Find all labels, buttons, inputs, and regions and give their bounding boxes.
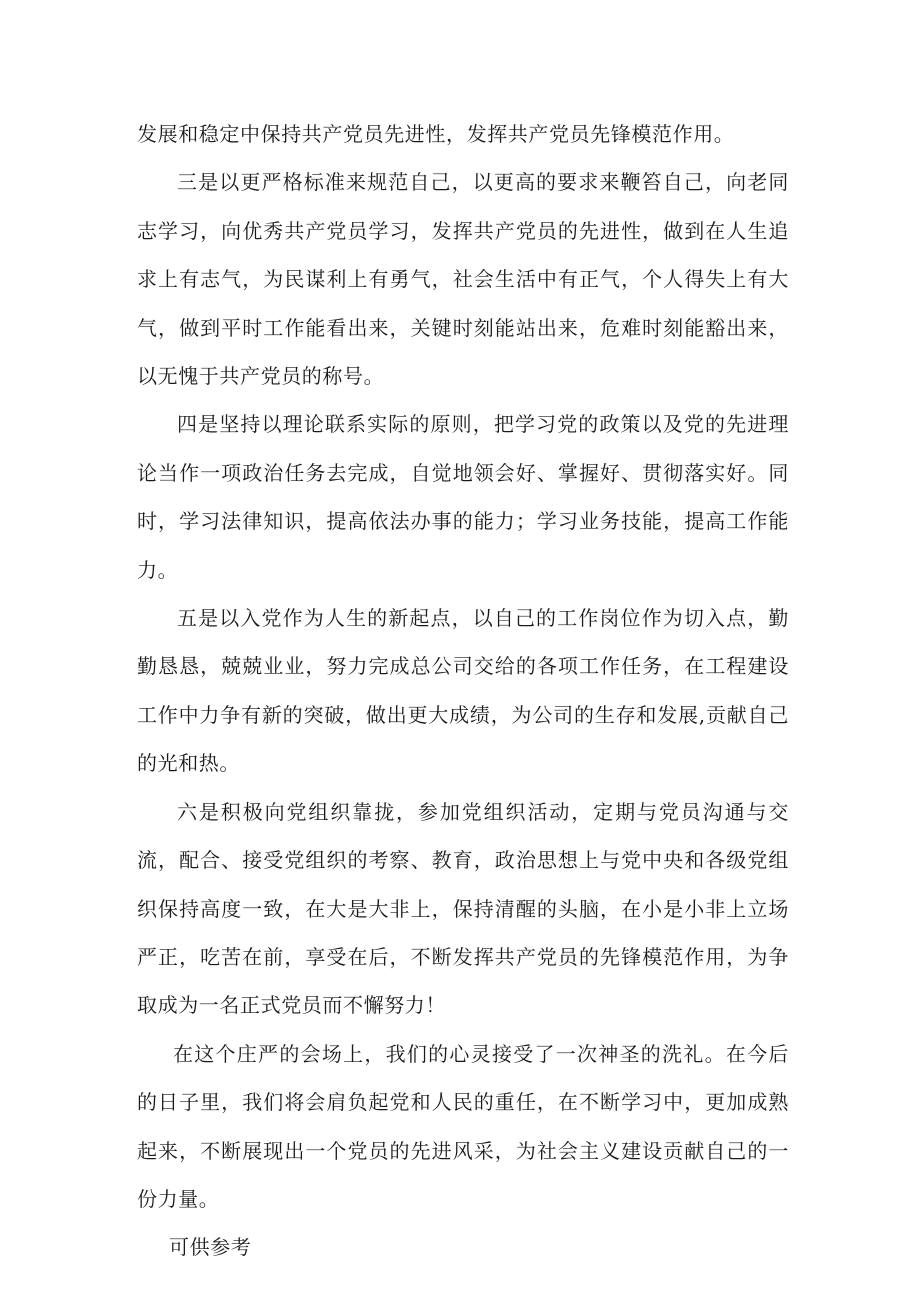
paragraph-continuation: 发展和稳定中保持共产党员先进性，发挥共产党员先锋模范作用。 (137, 122, 735, 146)
paragraph-point-five: 五是以入党作为人生的新起点，以自己的工作岗位作为切入点，勤勤恳恳，兢兢业业，努力完成总公司交给的各项工作任务，在工程建设工作中力争有新的突破，做出更大成绩，为公司的生存和发展,贡献自己的光和热。 (137, 606, 789, 776)
paragraph-point-six: 六是积极向党组织靠拢，参加党组织活动，定期与党员沟通与交流，配合、接受党组织的考察、教育，政治思想上与党中央和各级党组织保持高度一致，在大是大非上，保持清醒的头脑，在小是小非上立场严正，吃苦在前，享受在后，不断发挥共产党员的先锋模范作用，为争取成为一名正式党员而不懈努力！ (137, 799, 789, 1018)
closing-note: 可供参考 (169, 1235, 252, 1260)
paragraph-point-three: 三是以更严格标准来规范自己，以更高的要求来鞭笞自己，向老同志学习，向优秀共产党员学习，发挥共产党员的先进性，做到在人生追求上有志气，为民谋利上有勇气，社会生活中有正气，个人得失上有大气，做到平时工作能看出来，关键时刻能站出来，危难时刻能豁出来，以无愧于共产党员的称号。 (137, 170, 789, 389)
paragraph-point-four: 四是坚持以理论联系实际的原则，把学习党的政策以及党的先进理论当作一项政治任务去完成，自觉地领会好、掌握好、贯彻落实好。同时，学习法律知识，提高依法办事的能力；学习业务技能，提高工作能力。 (137, 412, 789, 582)
document-body (137, 110, 789, 1272)
paragraph-conclusion: 在这个庄严的会场上，我们的心灵接受了一次神圣的洗礼。在今后的日子里，我们将会肩负起党和人民的重任，在不断学习中，更加成熟起来，不断展现出一个党员的先进风采，为社会主义建设贡献自己的一份力量。 (137, 1041, 789, 1211)
